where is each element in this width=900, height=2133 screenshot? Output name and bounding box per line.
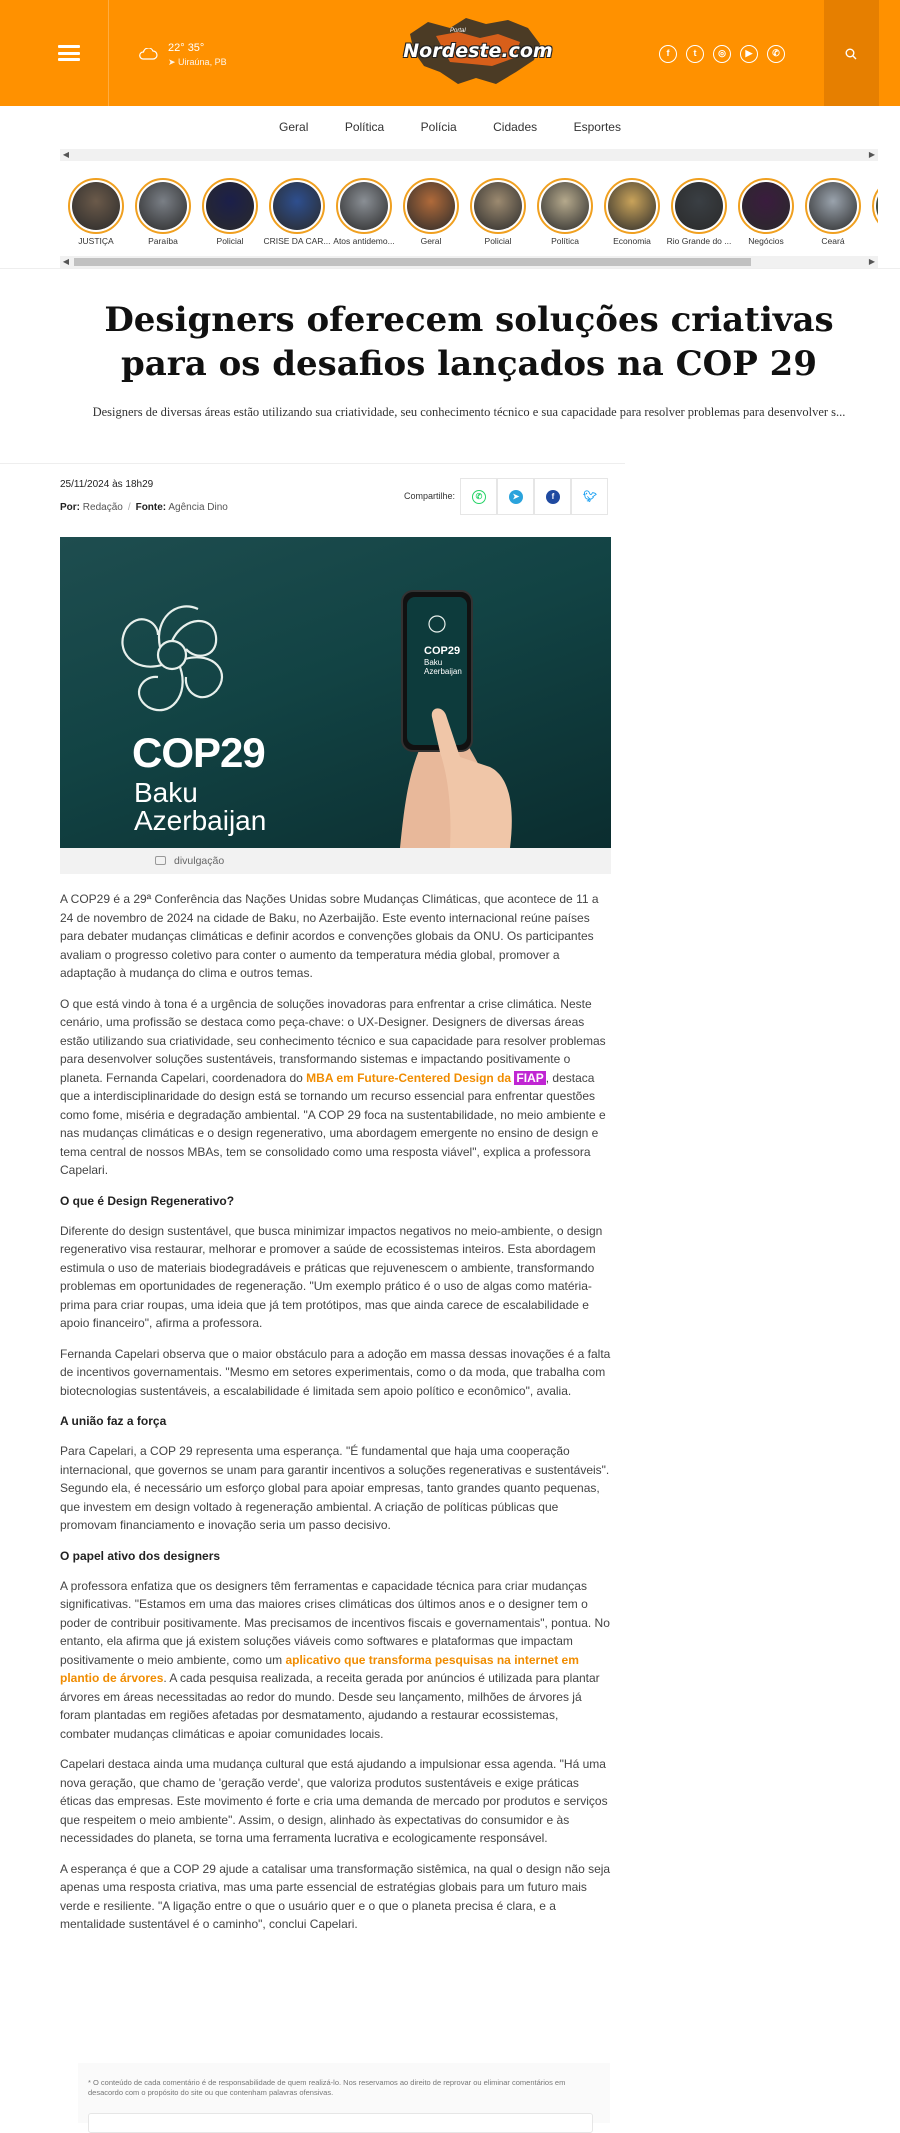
- article-date: 25/11/2024 às 18h29: [60, 479, 154, 490]
- divider: [0, 463, 625, 464]
- paragraph: A professora enfatiza que os designers têm ferramentas e capacidade técnica para criar mudanças significativas. "Estamos em uma das maiores crises climáticas dos últimos anos e o designer tem o poder de contribuir positivamente. Mas precisamos de incentivos fiscais e governamentais", pontua. No entanto, ela afirma que já existem soluções viáveis como softwares e plataformas que impactam positivamente o meio ambiente, como um aplicativo que transforma pesquisas na internet em plantio de árvores. A cada pesquisa realizada, a receita gerada por anúncios é utilizada para plantar árvores em áreas necessitadas ao redor do mundo. Desde seu lançamento, milhões de árvores já foram plantadas em regiões afetadas por desmatamento, ajudando a restaurar ecossistemas, combater mudanças climáticas e apoiar comunidades locais.: [60, 1578, 610, 1741]
- scroll-left-arrow-icon[interactable]: ◀: [62, 257, 70, 266]
- story-ring: [68, 178, 124, 234]
- weather-city: ➤ Uiraúna, PB: [168, 57, 227, 67]
- twitter-icon: 🐦︎: [583, 491, 597, 503]
- facebook-icon[interactable]: f: [659, 45, 677, 63]
- story-thumbnail: [474, 182, 522, 230]
- share-whatsapp-button[interactable]: [460, 478, 497, 515]
- nav-scrollbar[interactable]: [60, 149, 878, 161]
- section-heading: O papel ativo dos designers: [60, 1548, 221, 1563]
- story-thumbnail: [206, 182, 254, 230]
- share-label: Compartilhe:: [404, 491, 456, 501]
- story-label: Geral: [420, 236, 442, 246]
- story-label: Economia: [613, 236, 651, 246]
- header-divider: [108, 0, 109, 106]
- story-thumbnail: [139, 182, 187, 230]
- story-item[interactable]: [732, 178, 800, 246]
- stories-carousel: [62, 178, 878, 248]
- story-ring: [872, 178, 878, 234]
- story-label: Ceará: [821, 236, 845, 246]
- main-nav: [0, 106, 900, 146]
- story-item[interactable]: [330, 178, 398, 246]
- stories-scrollbar[interactable]: [60, 256, 878, 268]
- paragraph: O que está vindo à tona é a urgência de soluções inovadoras para enfrentar a crise climática. Neste cenário, uma profissão se destaca como peça-chave: o UX-Designer. Designers de diversas áreas estão utilizando sua criatividade, seu conhecimento técnico e sua capacidade para resolver problemas para desenvolver soluções sustentáveis, transformando sistemas e impactando positivamente o planeta. Fernanda Capelari, coordenadora do MBA em Future-Centered Design da FIAP , destaca que a interdisciplinaridade do design está se tornando um recurso essencial para enfrentar questões como fome, miséria e degradação ambiental. "A COP 29 foca na sustentabilidade, no meio ambiente e nas mudanças climáticas e o design regenerativo, uma abordagem emergente no ensino de design e tema central de nossos MBAs, tem se consolidado como uma resposta viável", explica a professora Capelari.: [60, 996, 606, 1177]
- paragraph: A COP29 é a 29ª Conferência das Nações Unidas sobre Mudanças Climáticas, que acontece de 11 a 24 de novembro de 2024 na cidade de Baku, no Azerbaijão. Este evento internacional reúne países para debater mudanças climáticas e definir acordos e convenções globais da ONU. Os participantes avaliam o progresso coletivo para conter o aumento da temperatura média global, promover a adaptação à mudança do clima e outros temas.: [60, 892, 599, 980]
- tree-app-link[interactable]: aplicativo que transforma pesquisas na internet em plantio de árvores: [60, 1652, 579, 1685]
- source-label: Fonte:: [135, 502, 167, 513]
- story-thumbnail: [541, 182, 589, 230]
- paragraph: Diferente do design sustentável, que busca minimizar impactos negativos no meio-ambiente, o design regenerativo visa restaurar, melhorar e promover a saúde de ecossistemas inteiros. Esta abordagem estimula o uso de materiais biodegradáveis e práticas que rejuvenescem o ambiente, transformando problemas em oportunidades de regeneração. "Um exemplo prático é o uso de algas como matéria-prima para criar roupas, uma ideia que já tem protótipos, mas que ainda carece de escalabilidade e apoio financeiro", afirma a professora.: [60, 1223, 603, 1330]
- story-item[interactable]: [866, 178, 878, 236]
- hero-cop29-text: COP29: [132, 729, 265, 776]
- story-ring: [202, 178, 258, 234]
- story-label: Rio Grande do ...: [666, 236, 732, 246]
- scroll-left-arrow-icon[interactable]: ◀: [62, 150, 70, 159]
- site-logo[interactable]: [388, 14, 568, 88]
- divider: [0, 268, 900, 269]
- search-button[interactable]: [824, 0, 879, 106]
- share-telegram-button[interactable]: [497, 478, 534, 515]
- article-byline: Por: Redação / Fonte: Agência Dino: [60, 502, 228, 513]
- story-item[interactable]: [62, 178, 130, 246]
- share-facebook-button[interactable]: [534, 478, 571, 515]
- story-label: Política: [551, 236, 579, 246]
- story-item[interactable]: [129, 178, 197, 246]
- nav-item-politica[interactable]: Política: [344, 120, 385, 134]
- story-ring: [403, 178, 459, 234]
- story-item[interactable]: [531, 178, 599, 246]
- scroll-right-arrow-icon[interactable]: ▶: [868, 150, 876, 159]
- story-label: Policial: [484, 236, 512, 246]
- whatsapp-icon[interactable]: ✆: [767, 45, 785, 63]
- section-heading: O que é Design Regenerativo?: [60, 1193, 235, 1208]
- story-thumbnail: [340, 182, 388, 230]
- story-thumbnail: [675, 182, 723, 230]
- story-label: Paraíba: [148, 236, 178, 246]
- image-caption: [60, 848, 611, 874]
- article-title: Designers oferecem soluções criativas para os desafios lançados na COP 29: [104, 300, 834, 384]
- story-thumbnail: [742, 182, 790, 230]
- story-item[interactable]: [196, 178, 264, 246]
- section-heading: A união faz a força: [60, 1414, 167, 1428]
- article-hero-image: [60, 537, 611, 848]
- story-thumbnail: [876, 182, 878, 230]
- story-ring: [470, 178, 526, 234]
- story-ring: [135, 178, 191, 234]
- source-name: Agência Dino: [168, 502, 228, 513]
- story-label: Atos antidemo...: [333, 236, 395, 246]
- telegram-icon: ➤: [509, 490, 523, 504]
- phone-cop29-text: COP29: [424, 645, 461, 657]
- share-twitter-button[interactable]: [571, 478, 608, 515]
- top-header: [0, 0, 900, 106]
- story-ring: [805, 178, 861, 234]
- story-thumbnail: [608, 182, 656, 230]
- article-body: [60, 890, 611, 1946]
- story-thumbnail: [407, 182, 455, 230]
- hamburger-menu-icon[interactable]: [58, 45, 80, 61]
- hero-baku-text: Baku: [134, 777, 198, 808]
- story-label: Negócios: [748, 236, 784, 246]
- article-subtitle: Designers de diversas áreas estão utilizando sua criatividade, seu conhecimento técnico e sua capacidade para resolver problemas para desenvolver s...: [92, 405, 846, 419]
- story-thumbnail: [273, 182, 321, 230]
- cloud-icon: [138, 48, 158, 60]
- fiap-highlight[interactable]: FIAP: [516, 1070, 544, 1085]
- story-label: JUSTIÇA: [78, 236, 114, 246]
- paragraph: A esperança é que a COP 29 ajude a catalisar uma transformação sistêmica, na qual o design não seja apenas uma resposta criativa, mas uma parte essencial de estratégias globais para um futuro mais verde e resiliente. "A ligação entre o que o usuário quer e o que o planeta precisa é clara, e a mentalidade sustentável é o caminho", conclui Capelari.: [60, 1861, 611, 1931]
- paragraph: Para Capelari, a COP 29 representa uma esperança. "É fundamental que haja uma cooperação internacional, que governos se unam para garantir incentivos a soluções regenerativas e sustentáveis". Segundo ela, é necessário um esforço global para apoiar empresas, tanto grandes quanto pequenas, que investem em design voltado à regeneração ambiental. A criação de políticas públicas que promovam financiamento e inovação seria um passo decisivo.: [60, 1444, 610, 1532]
- story-ring: [604, 178, 660, 234]
- hero-azerbaijan-text: Azerbaijan: [134, 805, 267, 836]
- mba-link[interactable]: MBA em Future-Centered Design da FIAP: [306, 1070, 544, 1085]
- comments-section: [78, 2063, 610, 2123]
- story-label: CRISE DA CAR...: [263, 236, 331, 246]
- scroll-thumb[interactable]: [74, 258, 751, 266]
- story-item[interactable]: [665, 178, 733, 246]
- author-name: Redação: [82, 502, 123, 513]
- phone-azerbaijan-text: Azerbaijan: [424, 667, 462, 676]
- comment-input[interactable]: [88, 2113, 593, 2133]
- nav-item-geral[interactable]: Geral: [279, 120, 309, 134]
- story-item[interactable]: [397, 178, 465, 246]
- story-ring: [738, 178, 794, 234]
- youtube-icon[interactable]: ▶: [740, 45, 758, 63]
- story-item[interactable]: [464, 178, 532, 246]
- logo-tagline: Portal: [450, 28, 466, 34]
- story-thumbnail: [809, 182, 857, 230]
- camera-icon: [155, 856, 166, 865]
- comments-disclaimer: * O conteúdo de cada comentário é de responsabilidade de quem realizá-lo. Nos reservamos ao direito de reprovar ou eliminar comentários em desacordo com o propósito do site ou que contenham palavras ofensivas.: [88, 2078, 566, 2097]
- scroll-right-arrow-icon[interactable]: ▶: [868, 257, 876, 266]
- whatsapp-icon: ✆: [472, 490, 486, 504]
- twitter-icon[interactable]: t: [686, 45, 704, 63]
- story-ring: [537, 178, 593, 234]
- story-item[interactable]: [598, 178, 666, 246]
- story-item[interactable]: [263, 178, 331, 246]
- instagram-icon[interactable]: ◎: [713, 45, 731, 63]
- nav-item-esportes[interactable]: Esportes: [573, 120, 621, 134]
- paragraph: Fernanda Capelari observa que o maior obstáculo para a adoção em massa dessas inovações é a falta de incentivos governamentais. "Mesmo em setores experimentais, como o da moda, que trabalha com biotecnologias sustentáveis, a escalabilidade é limitada sem apoio político e econômico", avalia.: [60, 1346, 611, 1398]
- story-thumbnail: [72, 182, 120, 230]
- nav-item-policia[interactable]: Polícia: [420, 120, 457, 134]
- story-label: Policial: [216, 236, 244, 246]
- weather-temps: 22° 35°: [168, 42, 205, 54]
- logo-text: Nordeste.com: [403, 40, 553, 62]
- story-ring: [269, 178, 325, 234]
- search-icon: [845, 48, 857, 60]
- author-label: Por:: [60, 502, 80, 513]
- paragraph: Capelari destaca ainda uma mudança cultural que está ajudando a impulsionar essa agenda. "Há uma nova geração, que chamo de 'geração verde', que valoriza produtos sustentáveis e exige práticas éticas das empresas. Este movimento é forte e cria uma demanda de mercado por produtos e serviços que respeitem o meio ambiente". Assim, o design, alinhado às expectativas do consumidor e às necessidades do planeta, se torna uma ferramenta lucrativa e ecologicamente responsável.: [60, 1757, 608, 1845]
- phone-baku-text: Baku: [424, 658, 443, 667]
- facebook-icon: f: [546, 490, 560, 504]
- story-item[interactable]: [799, 178, 867, 246]
- nav-item-cidades[interactable]: Cidades: [493, 120, 538, 134]
- story-ring: [671, 178, 727, 234]
- story-ring: [336, 178, 392, 234]
- caption-text: divulgação: [174, 855, 225, 867]
